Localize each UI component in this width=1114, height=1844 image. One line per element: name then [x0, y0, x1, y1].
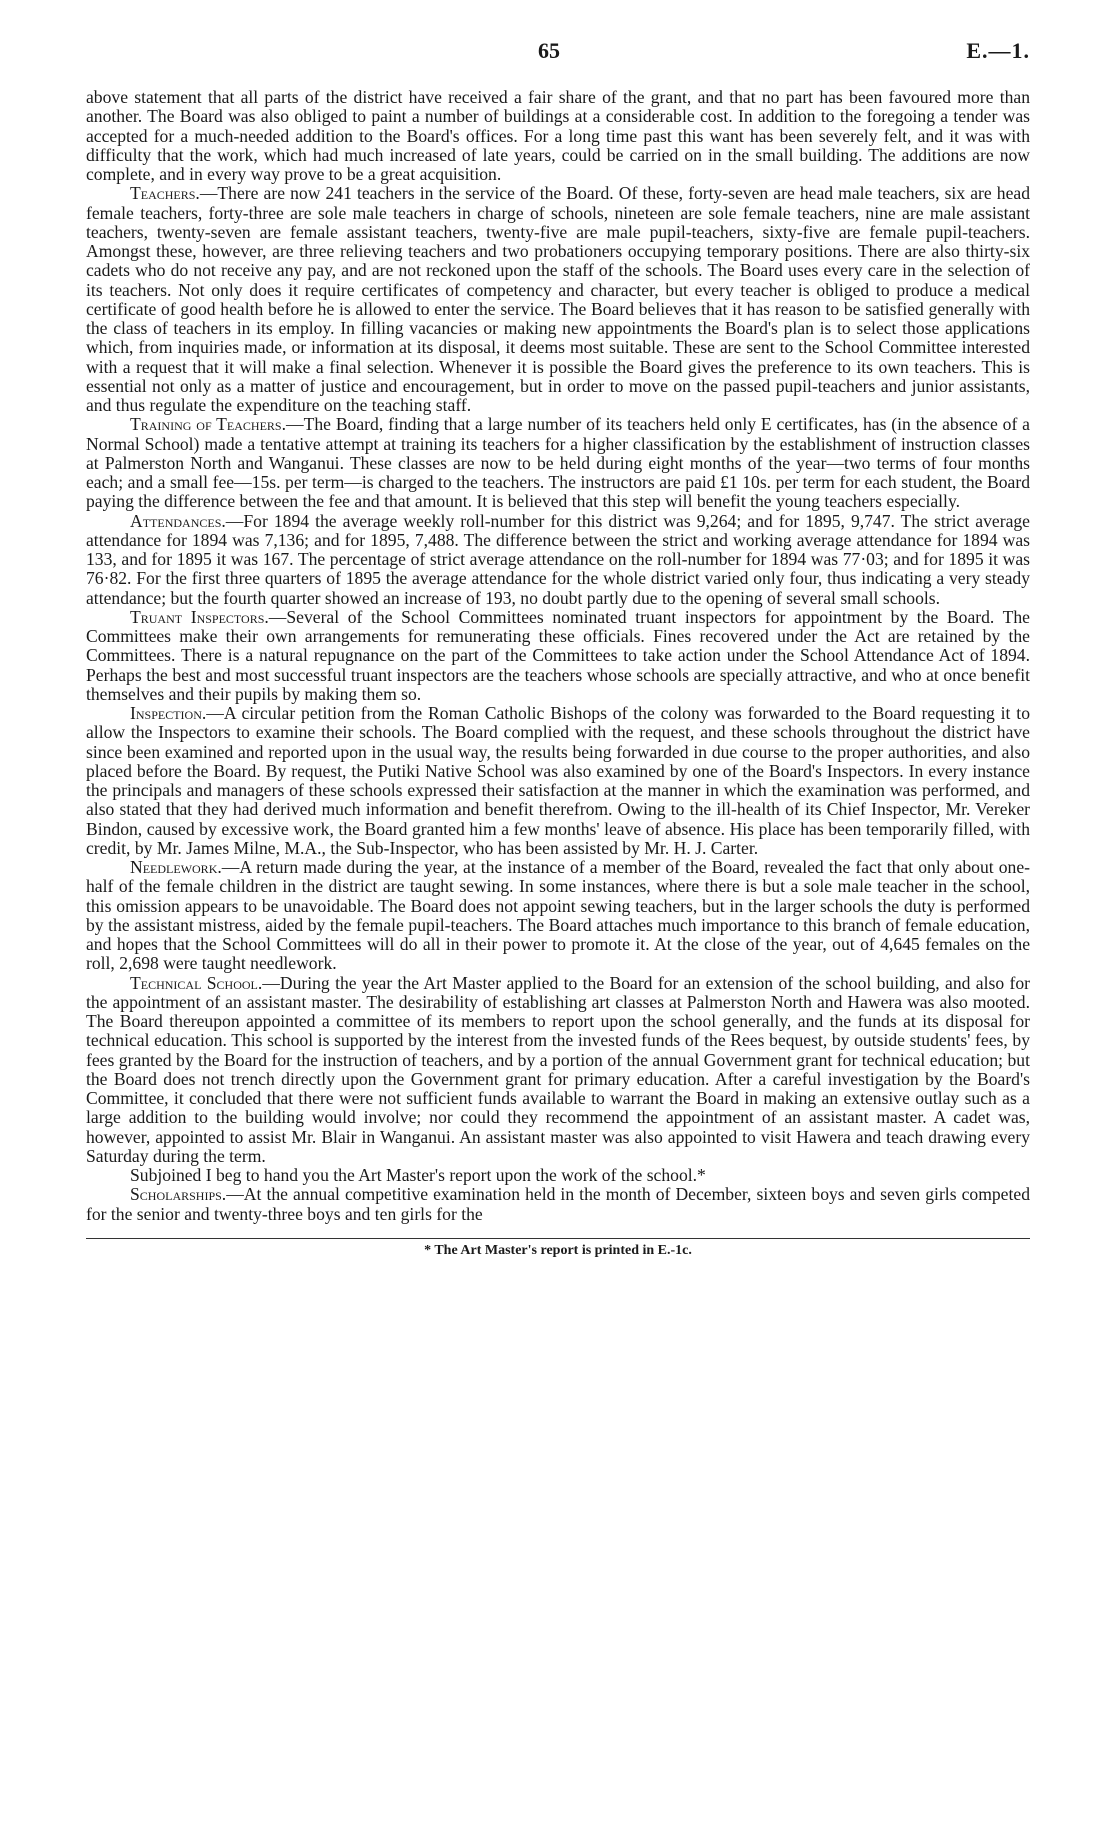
- section-heading: Attendances.: [130, 510, 226, 531]
- paragraph-scholarships: [86, 1185, 1030, 1224]
- footnote: * The Art Master's report is printed in E.-1c.: [424, 1242, 692, 1258]
- paragraph-needlework: [86, 858, 1030, 974]
- paragraph-art-master-note: [86, 1166, 1030, 1185]
- paragraph-text: —At the annual competitive examination held in the month of December, sixteen boys and seven girls competed for the senior and twenty-three boys and ten girls for the: [86, 1184, 1030, 1224]
- paragraph-text: Subjoined I beg to hand you the Art Master's report upon the work of the school.*: [130, 1165, 706, 1185]
- section-heading: Teachers.: [130, 183, 200, 204]
- paragraph-truant-inspectors: [86, 608, 1030, 704]
- paragraph-continuation: [86, 88, 1030, 184]
- paragraph-teachers: [86, 184, 1030, 415]
- paragraph-text: —A return made during the year, at the instance of a member of the Board, revealed the fact that only about one-half of the female children in the district are taught sewing. In some instances, where there is but a sole male teacher in the school, this omission appears to be unavoidable. The Board does not appoint sewing teachers, but in the larger schools the duty is performed by the assistant mistress, aided by the female pupil-teachers. The Board attaches much importance to this branch of female education, and hopes that the School Committees will do all in their power to promote it. At the close of the year, out of 4,645 females on the roll, 2,698 were taught needlework.: [86, 857, 1030, 974]
- section-heading: Scholarships.: [130, 1184, 227, 1205]
- section-heading: Training of Teachers.: [130, 414, 286, 435]
- page-number: 65: [538, 38, 560, 63]
- paragraph-text: —The Board, finding that a large number of its teachers held only E certificates, has (in the absence of a Normal School) made a tentative attempt at training its teachers for a higher classification by the establishment of instruction classes at Palmerston North and Wanganui. These classes are now to be held during eight months of the year—two terms of four months each; and a small fee—15s. per term—is charged to the teachers. The instructors are paid £1 10s. per term for each student, the Board paying the difference between the fee and that amount. It is believed that this step will benefit the young teachers especially.: [86, 414, 1030, 512]
- paragraph-training-of-teachers: [86, 415, 1030, 511]
- section-heading: Needlework.: [130, 857, 222, 877]
- paragraph-inspection: [86, 704, 1030, 858]
- document-page: [86, 34, 1030, 1259]
- document-reference: E.—1.: [966, 38, 1030, 63]
- paragraph-text: —During the year the Art Master applied to the Board for an extension of the school building, and also for the appointment of an assistant master. The desirability of establishing art classes at Palmerston North and Hawera was also mooted. The Board thereupon appointed a committee of its members to report upon the school generally, and the funds at its disposal for technical education. This school is supported by the interest from the invested funds of the Rees bequest, by outside students' fees, by fees granted by the Board for the instruction of teachers, and by a portion of the annual Government grant for technical education; but the Board does not trench directly upon the Government grant for primary education. After a careful investigation by the Board's Committee, it concluded that there were not sufficient funds available to warrant the Board in making an extensive outlay such as a large addition to the building would involve; nor could they recommend the appointment of an assistant master. A cadet was, however, appointed to assist Mr. Blair in Wanganui. An assistant master was also appointed to visit Hawera and teach drawing every Saturday during the term.: [86, 972, 1030, 1166]
- paragraph-text: above statement that all parts of the district have received a fair share of the grant, and that no part has been favoured more than another. The Board was also obliged to paint a number of buildings at a considerable cost. In addition to the foregoing a tender was accepted for a much-needed addition to the Board's offices. For a long time past this want has been severely felt, and it was with difficulty that the work, which had much increased of late years, could be carried on in the small building. The additions are now complete, and in every way prove to be a great acquisition.: [86, 87, 1030, 184]
- page-header: [86, 34, 1030, 74]
- paragraph-text: —Several of the School Committees nominated truant inspectors for appointment by the Board. The Committees make their own arrangements for remunerating these officials. Fines recovered under the Act are retained by the Committees. There is a natural repugnance on the part of the Committees to take action under the School Attendance Act of 1894. Perhaps the best and most successful truant inspectors are the teachers whose schools are specially attractive, and who at once benefit themselves and their pupils by making them so.: [86, 606, 1030, 704]
- footnote-divider: [86, 1238, 1030, 1239]
- paragraph-technical-school: [86, 974, 1030, 1167]
- paragraph-text: —There are now 241 teachers in the service of the Board. Of these, forty-seven are head male teachers, six are head female teachers, forty-three are sole male teachers in charge of schools, nineteen are sole female teachers, nine are male assistant teachers, twenty-seven are female assistant teachers, twenty-five are male pupil-teachers, sixty-five are female pupil-teachers. Amongst these, however, are three relieving teachers and two probationers occupying temporary positions. There are also thirty-six cadets who do not receive any pay, and are not reckoned upon the staff of the schools. The Board uses every care in the selection of its teachers. Not only does it require certificates of competency and character, but every teacher is obliged to produce a medical certificate of good health before he is allowed to enter the service. The Board believes that it has reason to be satisfied generally with the class of teachers in its employ. In filling vacancies or making new appointments the Board's plan is to select those applications which, from inquiries made, or information at its disposal, it deems most suitable. These are sent to the School Committee interested with a request that it will make a final selection. Whenever it is possible the Board gives the preference to its own teachers. This is essential not only as a matter of justice and encouragement, but in order to move on the passed pupil-teachers and junior assistants, and thus regulate the expenditure on the teaching staff.: [86, 183, 1030, 415]
- paragraph-attendances: [86, 512, 1030, 608]
- section-heading: Technical School.: [130, 972, 263, 993]
- section-heading: Inspection.: [130, 703, 207, 723]
- paragraph-text: —A circular petition from the Roman Catholic Bishops of the colony was forwarded to the Board requesting it to allow the Inspectors to examine their schools. The Board complied with the request, and these schools throughout the district have since been examined and reported upon in the usual way, the results being forwarded in due course to the proper authorities, and also placed before the Board. By request, the Putiki Native School was also examined by one of the Board's Inspectors. In every instance the principals and managers of these schools expressed their satisfaction at the manner in which the examination was performed, and also stated that they had derived much information and benefit therefrom. Owing to the ill-health of its Chief Inspector, Mr. Vereker Bindon, caused by excessive work, the Board granted him a few months' leave of absence. His place has been temporarily filled, with credit, by Mr. James Milne, M.A., the Sub-Inspector, who has been assisted by Mr. H. J. Carter.: [86, 703, 1030, 858]
- section-heading: Truant Inspectors.: [130, 606, 269, 627]
- body-text: [86, 88, 1030, 1224]
- paragraph-text: —For 1894 the average weekly roll-number for this district was 9,264; and for 1895, 9,747. The strict average attendance for 1894 was 7,136; and for 1895, 7,488. The difference between the strict and working average attendance for 1894 was 133, and for 1895 it was 167. The percentage of strict average attendance on the roll-number for 1894 was 77·03; and for 1895 it was 76·82. For the first three quarters of 1895 the average attendance for the whole district varied only four, thus indicating a very steady attendance; but the fourth quarter showed an increase of 193, no doubt partly due to the opening of several small schools.: [86, 510, 1030, 608]
